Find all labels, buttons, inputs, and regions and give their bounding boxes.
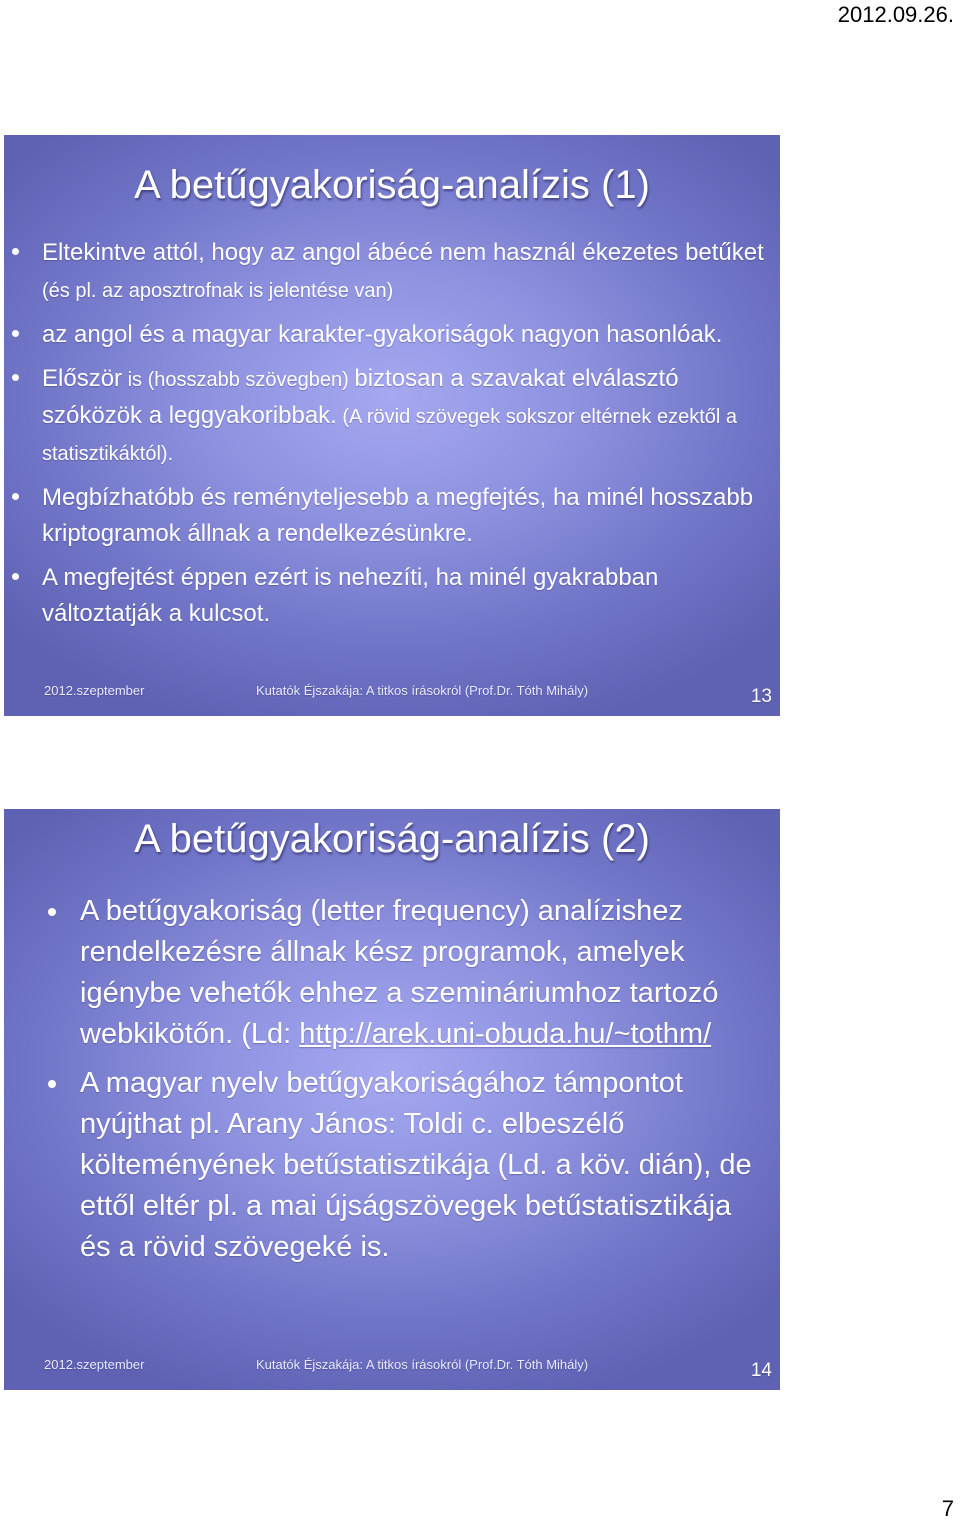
bullet-item <box>12 235 768 309</box>
bullet-text-small: is (hosszabb szövegben) <box>122 369 355 391</box>
slide-13 <box>4 135 780 716</box>
slide-title: A betűgyakoriság-analízis (1) <box>134 163 650 207</box>
page-date: 2012.09.26. <box>837 2 954 27</box>
slide-14 <box>4 809 780 1390</box>
slide-number: 14 <box>750 1360 772 1381</box>
bullet-item <box>12 361 768 472</box>
bullet-item <box>48 1063 760 1268</box>
bullet-dot-icon <box>12 330 19 337</box>
bullet-text: Eltekintve attól, hogy az angol ábécé nem használ ékezetes betűket <box>42 239 764 266</box>
bullet-text: biztosan a szavakat elválasztó szóközök a leggyakoribbak. <box>42 365 679 429</box>
bullet-dot-icon <box>12 573 19 580</box>
footer-date: 2012.szeptember <box>44 683 145 698</box>
bullet-item <box>48 891 760 1055</box>
bullet-dot-icon <box>48 1080 56 1088</box>
bullet-text-small: (és pl. az aposztrofnak is jelentése van) <box>42 280 394 302</box>
bullet-list <box>48 891 760 1276</box>
bullet-text-small: (A rövid szövegek sokszor eltérnek ezektől a statisztikáktól). <box>42 406 738 465</box>
bullet-item <box>12 317 768 353</box>
bullet-dot-icon <box>12 493 19 500</box>
bullet-text: Megbízhatóbb és reményteljesebb a megfejtés, ha minél hosszabb kriptogramok állnak a rendelkezésünkre. <box>42 484 754 547</box>
footer-title: Kutatók Éjszakája: A titkos írásokról (Prof.Dr. Tóth Mihály) <box>256 683 589 698</box>
slide-title: A betűgyakoriság-analízis (2) <box>134 817 650 861</box>
footer-title: Kutatók Éjszakája: A titkos írásokról (Prof.Dr. Tóth Mihály) <box>256 1357 589 1372</box>
bullet-text: A betűgyakoriság (letter frequency) analízishez rendelkezésre állnak kész programok, amelyek igénybe vehetők ehhez a szemináriumhoz tartozó webkikötőn. (Ld: <box>80 895 719 1050</box>
bullet-dot-icon <box>48 908 56 916</box>
bullet-text: A magyar nyelv betűgyakoriságához támpontot nyújthat pl. Arany János: Toldi c. elbeszélő költeményének betűstatisztikája (Ld. a köv. dián), de ettől eltér pl. a mai újságszövegek betűstatisztikája és a rövid szövegeké is. <box>80 1067 752 1263</box>
bullet-list <box>12 235 768 640</box>
bullet-dot-icon <box>12 374 19 381</box>
bullet-text: A megfejtést éppen ezért is nehezíti, ha minél gyakrabban változtatják a kulcsot. <box>42 564 659 627</box>
webpage-link[interactable]: http://arek.uni-obuda.hu/~tothm/ <box>299 1018 712 1050</box>
bullet-dot-icon <box>12 248 19 255</box>
slide-number: 13 <box>750 686 772 707</box>
footer-date: 2012.szeptember <box>44 1357 145 1372</box>
bullet-text: az angol és a magyar karakter-gyakoriságok nagyon hasonlóak. <box>42 321 723 348</box>
bullet-text: Először <box>42 365 123 392</box>
bullet-item <box>12 560 768 632</box>
bullet-item <box>12 480 768 552</box>
page-number: 7 <box>941 1496 954 1521</box>
